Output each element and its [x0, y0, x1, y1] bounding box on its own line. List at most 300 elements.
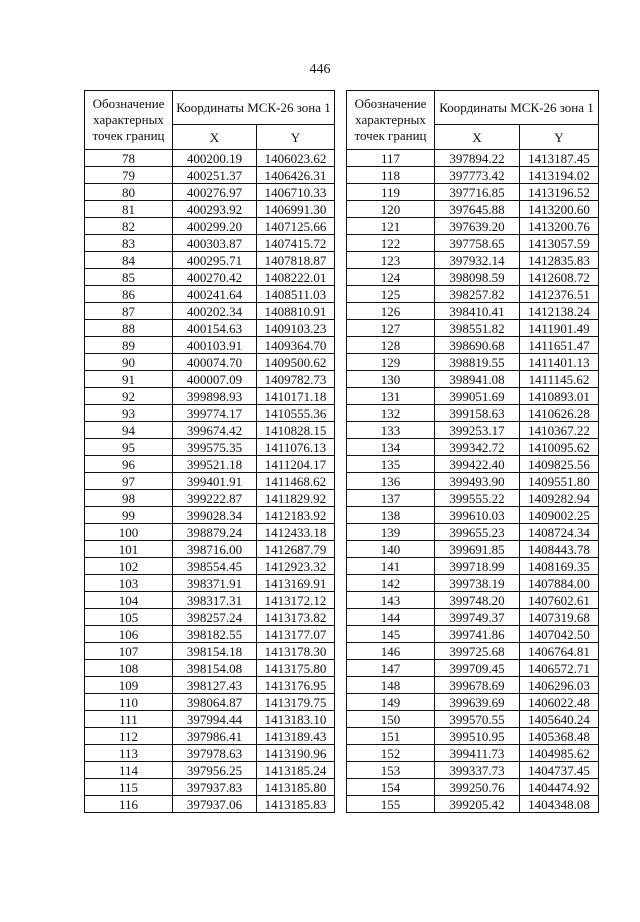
table-row: [85, 626, 335, 643]
table-row: [347, 677, 599, 694]
point-number-cell: 122: [347, 235, 435, 252]
point-number-cell: 100: [85, 524, 173, 541]
coordinates-table-right: [346, 90, 599, 813]
x-coordinate-cell: 398551.82: [435, 320, 520, 337]
x-coordinate-cell: 399709.45: [435, 660, 520, 677]
y-coordinate-cell: 1407042.50: [520, 626, 599, 643]
y-coordinate-cell: 1411204.17: [257, 456, 335, 473]
point-number-cell: 88: [85, 320, 173, 337]
y-coordinate-cell: 1404348.08: [520, 796, 599, 813]
point-number-cell: 105: [85, 609, 173, 626]
table-row: [347, 439, 599, 456]
y-coordinate-cell: 1413196.52: [520, 184, 599, 201]
point-number-cell: 135: [347, 456, 435, 473]
table-row: [85, 371, 335, 388]
point-number-cell: 113: [85, 745, 173, 762]
x-coordinate-cell: 399678.69: [435, 677, 520, 694]
y-coordinate-cell: 1404737.45: [520, 762, 599, 779]
table-row: [85, 728, 335, 745]
y-coordinate-cell: 1413177.07: [257, 626, 335, 643]
table-row: [347, 592, 599, 609]
y-coordinate-cell: 1413200.60: [520, 201, 599, 218]
x-coordinate-cell: 399028.34: [173, 507, 257, 524]
point-number-cell: 123: [347, 252, 435, 269]
table-row: [347, 796, 599, 813]
point-number-cell: 141: [347, 558, 435, 575]
y-coordinate-cell: 1406023.62: [257, 150, 335, 167]
point-number-cell: 121: [347, 218, 435, 235]
y-coordinate-cell: 1413185.80: [257, 779, 335, 796]
x-coordinate-cell: 399555.22: [435, 490, 520, 507]
point-number-cell: 114: [85, 762, 173, 779]
y-coordinate-cell: 1408511.03: [257, 286, 335, 303]
point-number-cell: 117: [347, 150, 435, 167]
x-coordinate-cell: 398410.41: [435, 303, 520, 320]
x-coordinate-cell: 400103.91: [173, 337, 257, 354]
table-row: [85, 745, 335, 762]
point-number-cell: 152: [347, 745, 435, 762]
y-coordinate-cell: 1409364.70: [257, 337, 335, 354]
y-coordinate-cell: 1404985.62: [520, 745, 599, 762]
point-number-cell: 120: [347, 201, 435, 218]
x-coordinate-cell: 400295.71: [173, 252, 257, 269]
point-number-cell: 83: [85, 235, 173, 252]
point-number-cell: 147: [347, 660, 435, 677]
x-coordinate-cell: 400293.92: [173, 201, 257, 218]
y-coordinate-cell: 1407415.72: [257, 235, 335, 252]
y-coordinate-cell: 1409282.94: [520, 490, 599, 507]
table-row: [347, 167, 599, 184]
x-coordinate-cell: 399691.85: [435, 541, 520, 558]
point-number-cell: 154: [347, 779, 435, 796]
table-row: [347, 320, 599, 337]
table-row: [85, 524, 335, 541]
x-coordinate-cell: 399222.87: [173, 490, 257, 507]
point-number-cell: 85: [85, 269, 173, 286]
coordinates-table-left: [84, 90, 335, 813]
x-coordinate-cell: 398819.55: [435, 354, 520, 371]
x-coordinate-cell: 397716.85: [435, 184, 520, 201]
x-coordinate-cell: 398098.59: [435, 269, 520, 286]
y-coordinate-cell: 1413175.80: [257, 660, 335, 677]
point-number-cell: 91: [85, 371, 173, 388]
table-row: [347, 558, 599, 575]
x-column-header: X: [435, 125, 520, 150]
y-coordinate-cell: 1409825.56: [520, 456, 599, 473]
table-row: [347, 473, 599, 490]
y-coordinate-cell: 1412376.51: [520, 286, 599, 303]
table-row: [85, 422, 335, 439]
y-coordinate-cell: 1410171.18: [257, 388, 335, 405]
y-coordinate-cell: 1412835.83: [520, 252, 599, 269]
x-coordinate-cell: 398154.08: [173, 660, 257, 677]
table-row: [347, 371, 599, 388]
point-number-cell: 140: [347, 541, 435, 558]
x-coordinate-cell: 398154.18: [173, 643, 257, 660]
x-coordinate-cell: 400251.37: [173, 167, 257, 184]
x-coordinate-cell: 398716.00: [173, 541, 257, 558]
x-coordinate-cell: 398182.55: [173, 626, 257, 643]
page-number: 446: [309, 62, 331, 77]
y-coordinate-cell: 1408810.91: [257, 303, 335, 320]
x-coordinate-cell: 397956.25: [173, 762, 257, 779]
y-coordinate-cell: 1409551.80: [520, 473, 599, 490]
y-coordinate-cell: 1406426.31: [257, 167, 335, 184]
point-number-cell: 132: [347, 405, 435, 422]
x-coordinate-cell: 398554.45: [173, 558, 257, 575]
table-row: [85, 405, 335, 422]
y-coordinate-cell: 1412608.72: [520, 269, 599, 286]
y-coordinate-cell: 1409500.62: [257, 354, 335, 371]
x-coordinate-cell: 399422.40: [435, 456, 520, 473]
y-coordinate-cell: 1411401.13: [520, 354, 599, 371]
table-row: [85, 167, 335, 184]
table-row: [347, 762, 599, 779]
y-coordinate-cell: 1413194.02: [520, 167, 599, 184]
x-coordinate-cell: 400007.09: [173, 371, 257, 388]
y-coordinate-cell: 1412183.92: [257, 507, 335, 524]
x-coordinate-cell: 399253.17: [435, 422, 520, 439]
point-number-cell: 78: [85, 150, 173, 167]
x-coordinate-cell: 399250.76: [435, 779, 520, 796]
x-coordinate-cell: 399575.35: [173, 439, 257, 456]
point-number-cell: 98: [85, 490, 173, 507]
x-coordinate-cell: 397978.63: [173, 745, 257, 762]
table-row: [85, 303, 335, 320]
y-coordinate-cell: 1409103.23: [257, 320, 335, 337]
y-coordinate-cell: 1410555.36: [257, 405, 335, 422]
point-number-cell: 130: [347, 371, 435, 388]
point-number-cell: 118: [347, 167, 435, 184]
table-row: [347, 388, 599, 405]
x-coordinate-cell: 399718.99: [435, 558, 520, 575]
y-coordinate-cell: 1410095.62: [520, 439, 599, 456]
point-number-cell: 131: [347, 388, 435, 405]
table-row: [85, 235, 335, 252]
x-coordinate-cell: 398941.08: [435, 371, 520, 388]
point-number-cell: 90: [85, 354, 173, 371]
point-number-cell: 145: [347, 626, 435, 643]
y-coordinate-cell: 1409002.25: [520, 507, 599, 524]
x-coordinate-cell: 399725.68: [435, 643, 520, 660]
y-coordinate-cell: 1405368.48: [520, 728, 599, 745]
table-row: [347, 745, 599, 762]
table-body: [347, 150, 599, 813]
x-coordinate-cell: 399570.55: [435, 711, 520, 728]
y-coordinate-cell: 1408443.78: [520, 541, 599, 558]
y-coordinate-cell: 1407319.68: [520, 609, 599, 626]
point-number-cell: 126: [347, 303, 435, 320]
x-coordinate-cell: 399205.42: [435, 796, 520, 813]
table-row: [347, 660, 599, 677]
point-number-cell: 153: [347, 762, 435, 779]
point-number-cell: 109: [85, 677, 173, 694]
y-coordinate-cell: 1411468.62: [257, 473, 335, 490]
point-number-cell: 133: [347, 422, 435, 439]
y-coordinate-cell: 1410367.22: [520, 422, 599, 439]
point-number-cell: 96: [85, 456, 173, 473]
table-row: [85, 218, 335, 235]
y-coordinate-cell: 1411076.13: [257, 439, 335, 456]
y-coordinate-cell: 1413200.76: [520, 218, 599, 235]
table-row: [85, 575, 335, 592]
table-row: [347, 541, 599, 558]
table-row: [85, 388, 335, 405]
x-coordinate-cell: 398690.68: [435, 337, 520, 354]
x-coordinate-cell: 398064.87: [173, 694, 257, 711]
x-coordinate-cell: 400276.97: [173, 184, 257, 201]
table-row: [347, 184, 599, 201]
y-coordinate-cell: 1413185.24: [257, 762, 335, 779]
y-coordinate-cell: 1407818.87: [257, 252, 335, 269]
y-coordinate-cell: 1413179.75: [257, 694, 335, 711]
point-number-cell: 87: [85, 303, 173, 320]
point-number-cell: 127: [347, 320, 435, 337]
table-row: [347, 643, 599, 660]
y-coordinate-cell: 1405640.24: [520, 711, 599, 728]
point-number-cell: 128: [347, 337, 435, 354]
y-coordinate-cell: 1413169.91: [257, 575, 335, 592]
table-row: [347, 626, 599, 643]
table-row: [347, 252, 599, 269]
table-row: [347, 575, 599, 592]
y-coordinate-cell: 1413185.83: [257, 796, 335, 813]
point-number-cell: 111: [85, 711, 173, 728]
table-row: [85, 558, 335, 575]
table-row: [347, 711, 599, 728]
table-row: [85, 609, 335, 626]
point-number-cell: 138: [347, 507, 435, 524]
table-row: [85, 320, 335, 337]
table-row: [347, 422, 599, 439]
point-number-cell: 116: [85, 796, 173, 813]
x-coordinate-cell: 400154.63: [173, 320, 257, 337]
table-row: [347, 405, 599, 422]
point-number-cell: 95: [85, 439, 173, 456]
y-coordinate-cell: 1410893.01: [520, 388, 599, 405]
x-coordinate-cell: 400299.20: [173, 218, 257, 235]
point-number-cell: 81: [85, 201, 173, 218]
coordinates-system-header: Координаты МСК-26 зона 1: [173, 91, 335, 125]
point-number-cell: 80: [85, 184, 173, 201]
x-coordinate-cell: 400303.87: [173, 235, 257, 252]
x-coordinate-cell: 399337.73: [435, 762, 520, 779]
point-number-cell: 104: [85, 592, 173, 609]
table-row: [85, 456, 335, 473]
table-row: [85, 779, 335, 796]
y-coordinate-cell: 1410828.15: [257, 422, 335, 439]
table-row: [85, 592, 335, 609]
point-number-cell: 97: [85, 473, 173, 490]
coordinates-system-header: Координаты МСК-26 зона 1: [435, 91, 599, 125]
y-coordinate-cell: 1412138.24: [520, 303, 599, 320]
table-row: [85, 201, 335, 218]
point-number-cell: 99: [85, 507, 173, 524]
x-coordinate-cell: 398257.24: [173, 609, 257, 626]
x-coordinate-cell: 397758.65: [435, 235, 520, 252]
x-coordinate-cell: 399610.03: [435, 507, 520, 524]
point-designation-header: Обозначение характерных точек границ: [347, 91, 435, 150]
x-coordinate-cell: 399749.37: [435, 609, 520, 626]
table-row: [347, 269, 599, 286]
point-number-cell: 79: [85, 167, 173, 184]
x-coordinate-cell: 398127.43: [173, 677, 257, 694]
table-row: [347, 507, 599, 524]
x-coordinate-cell: 400270.42: [173, 269, 257, 286]
y-coordinate-cell: 1412687.79: [257, 541, 335, 558]
y-coordinate-cell: 1413176.95: [257, 677, 335, 694]
point-number-cell: 93: [85, 405, 173, 422]
point-number-cell: 143: [347, 592, 435, 609]
x-coordinate-cell: 399774.17: [173, 405, 257, 422]
table-row: [347, 337, 599, 354]
point-number-cell: 134: [347, 439, 435, 456]
x-coordinate-cell: 399411.73: [435, 745, 520, 762]
x-coordinate-cell: 397932.14: [435, 252, 520, 269]
y-coordinate-cell: 1413190.96: [257, 745, 335, 762]
x-coordinate-cell: 399051.69: [435, 388, 520, 405]
y-coordinate-cell: 1406572.71: [520, 660, 599, 677]
point-number-cell: 89: [85, 337, 173, 354]
x-coordinate-cell: 399521.18: [173, 456, 257, 473]
table-row: [85, 269, 335, 286]
y-coordinate-cell: 1406991.30: [257, 201, 335, 218]
x-coordinate-cell: 398879.24: [173, 524, 257, 541]
table-row: [347, 728, 599, 745]
table-row: [85, 439, 335, 456]
y-column-header: Y: [257, 125, 335, 150]
y-coordinate-cell: 1411829.92: [257, 490, 335, 507]
y-coordinate-cell: 1409782.73: [257, 371, 335, 388]
x-coordinate-cell: 398257.82: [435, 286, 520, 303]
x-coordinate-cell: 398371.91: [173, 575, 257, 592]
point-number-cell: 103: [85, 575, 173, 592]
point-number-cell: 107: [85, 643, 173, 660]
point-number-cell: 92: [85, 388, 173, 405]
table-row: [85, 541, 335, 558]
x-coordinate-cell: 399510.95: [435, 728, 520, 745]
x-coordinate-cell: 399158.63: [435, 405, 520, 422]
point-designation-header: Обозначение характерных точек границ: [85, 91, 173, 150]
table-row: [85, 677, 335, 694]
y-coordinate-cell: 1412433.18: [257, 524, 335, 541]
table-row: [347, 286, 599, 303]
x-coordinate-cell: 399738.19: [435, 575, 520, 592]
table-row: [85, 660, 335, 677]
point-number-cell: 155: [347, 796, 435, 813]
y-coordinate-cell: 1406710.33: [257, 184, 335, 201]
point-number-cell: 125: [347, 286, 435, 303]
x-coordinate-cell: 399639.69: [435, 694, 520, 711]
x-coordinate-cell: 397894.22: [435, 150, 520, 167]
x-coordinate-cell: 399898.93: [173, 388, 257, 405]
y-coordinate-cell: 1406022.48: [520, 694, 599, 711]
table-row: [85, 473, 335, 490]
y-coordinate-cell: 1407602.61: [520, 592, 599, 609]
y-coordinate-cell: 1408222.01: [257, 269, 335, 286]
table-body: [85, 150, 335, 813]
table-row: [347, 490, 599, 507]
point-number-cell: 139: [347, 524, 435, 541]
y-coordinate-cell: 1407884.00: [520, 575, 599, 592]
x-coordinate-cell: 399748.20: [435, 592, 520, 609]
point-number-cell: 108: [85, 660, 173, 677]
table-row: [85, 762, 335, 779]
x-coordinate-cell: 397773.42: [435, 167, 520, 184]
y-coordinate-cell: 1411651.47: [520, 337, 599, 354]
point-number-cell: 112: [85, 728, 173, 745]
x-coordinate-cell: 399342.72: [435, 439, 520, 456]
point-number-cell: 150: [347, 711, 435, 728]
y-coordinate-cell: 1412923.32: [257, 558, 335, 575]
point-number-cell: 115: [85, 779, 173, 796]
table-row: [347, 524, 599, 541]
table-row: [85, 252, 335, 269]
x-coordinate-cell: 399493.90: [435, 473, 520, 490]
x-coordinate-cell: 398317.31: [173, 592, 257, 609]
point-number-cell: 82: [85, 218, 173, 235]
y-coordinate-cell: 1411145.62: [520, 371, 599, 388]
table-row: [85, 796, 335, 813]
x-coordinate-cell: 400241.64: [173, 286, 257, 303]
point-number-cell: 146: [347, 643, 435, 660]
table-row: [85, 286, 335, 303]
table-row: [85, 711, 335, 728]
point-number-cell: 129: [347, 354, 435, 371]
table-row: [347, 201, 599, 218]
y-column-header: Y: [520, 125, 599, 150]
table-row: [347, 235, 599, 252]
x-coordinate-cell: 400200.19: [173, 150, 257, 167]
x-coordinate-cell: 397986.41: [173, 728, 257, 745]
table-row: [85, 337, 335, 354]
table-row: [85, 694, 335, 711]
table-row: [347, 456, 599, 473]
y-coordinate-cell: 1413173.82: [257, 609, 335, 626]
table-row: [347, 303, 599, 320]
x-coordinate-cell: 399674.42: [173, 422, 257, 439]
table-row: [85, 354, 335, 371]
point-number-cell: 110: [85, 694, 173, 711]
point-number-cell: 148: [347, 677, 435, 694]
x-coordinate-cell: 397937.83: [173, 779, 257, 796]
y-coordinate-cell: 1413189.43: [257, 728, 335, 745]
table-row: [85, 643, 335, 660]
y-coordinate-cell: 1406764.81: [520, 643, 599, 660]
x-coordinate-cell: 397645.88: [435, 201, 520, 218]
table-row: [347, 218, 599, 235]
table-row: [85, 150, 335, 167]
table-row: [347, 609, 599, 626]
point-number-cell: 106: [85, 626, 173, 643]
table-row: [85, 184, 335, 201]
table-row: [85, 490, 335, 507]
y-coordinate-cell: 1413172.12: [257, 592, 335, 609]
point-number-cell: 136: [347, 473, 435, 490]
y-coordinate-cell: 1408169.35: [520, 558, 599, 575]
point-number-cell: 94: [85, 422, 173, 439]
table-row: [347, 779, 599, 796]
y-coordinate-cell: 1413187.45: [520, 150, 599, 167]
table-row: [85, 507, 335, 524]
point-number-cell: 86: [85, 286, 173, 303]
y-coordinate-cell: 1410626.28: [520, 405, 599, 422]
x-column-header: X: [173, 125, 257, 150]
point-number-cell: 151: [347, 728, 435, 745]
y-coordinate-cell: 1404474.92: [520, 779, 599, 796]
x-coordinate-cell: 397639.20: [435, 218, 520, 235]
table-row: [347, 354, 599, 371]
